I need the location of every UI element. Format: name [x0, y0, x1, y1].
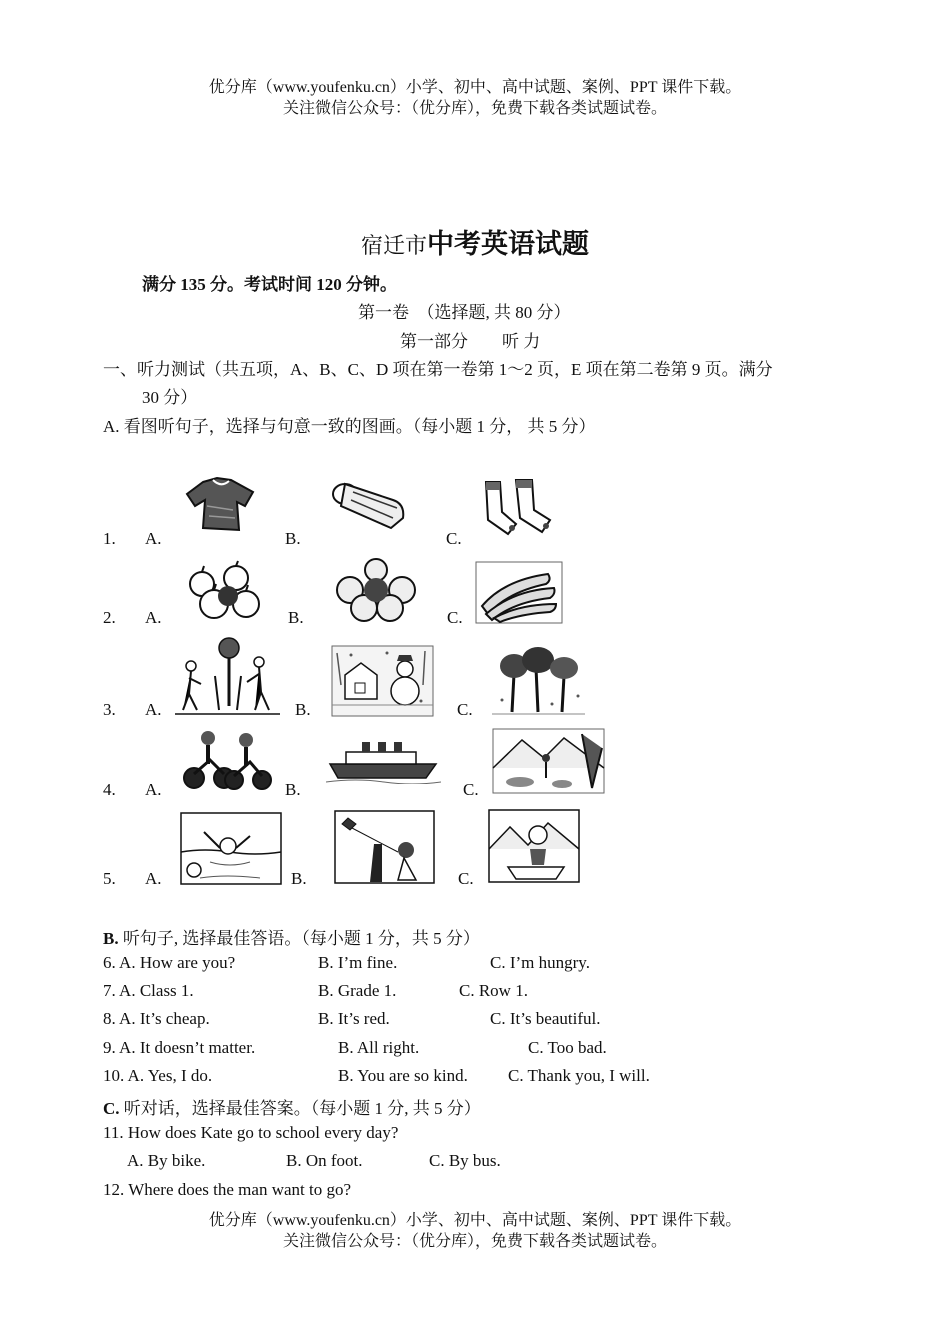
title-main: 中考英语试题 [427, 229, 589, 259]
option-label: B. [295, 700, 311, 719]
bananas-picture [474, 560, 564, 625]
option-label: A. [145, 780, 162, 799]
question-12: 12. Where does the man want to go? [103, 1180, 352, 1199]
question-10-option-c: C. Thank you, I will. [508, 1066, 650, 1085]
question-8-option-b: B. It’s red. [318, 1009, 390, 1028]
option-label: A. [145, 700, 162, 719]
page-title [0, 222, 950, 261]
page-header-line1: 优分库（www.youfenku.cn）小学、初中、高中试题、案例、PPT 课件下载。 [208, 79, 742, 96]
question-9-option-a: 9. A. It doesn’t matter. [103, 1038, 256, 1057]
section1-instruction-line2: 30 分） [142, 388, 198, 407]
question-7-option-b: B. Grade 1. [318, 981, 397, 1000]
sectionB-instruction: 听句子, 选择最佳答语。（每小题 1 分，共 5 分） [118, 929, 480, 948]
question-11: 11. How does Kate go to school every day? [103, 1123, 399, 1142]
option-label: A. [145, 608, 162, 627]
question-6-option-a: 6. A. How are you? [103, 953, 236, 972]
question-9-option-b: B. All right. [338, 1038, 420, 1057]
sectionC-instruction: 听对话，选择最佳答案。（每小题 1 分, 共 5 分） [119, 1099, 481, 1118]
question-6-option-b: B. I’m fine. [318, 953, 398, 972]
question-10-option-b: B. You are so kind. [338, 1066, 468, 1085]
page-footer-line1: 优分库（www.youfenku.cn）小学、初中、高中试题、案例、PPT 课件下载。 [208, 1212, 742, 1229]
question-number: 5. [103, 869, 116, 888]
title-prefix: 宿迁市 [360, 233, 427, 258]
option-label: B. [285, 780, 301, 799]
autumn-trees-picture [492, 644, 585, 716]
t-shirt-picture [173, 466, 265, 538]
question-7-option-c: C. Row 1. [459, 981, 528, 1000]
option-label: B. [288, 608, 304, 627]
question-number: 2. [103, 608, 116, 627]
snowman-picture [331, 645, 434, 717]
question-11-option-b: B. On foot. [286, 1151, 363, 1170]
apples-picture [180, 560, 268, 625]
sleeping-bag-picture [323, 466, 418, 544]
kite-picture [334, 810, 435, 884]
option-label: A. [145, 529, 162, 548]
volume-heading: 第一卷 （选择题, 共 80 分） [358, 303, 571, 322]
sectionB-heading [103, 924, 480, 949]
section1-instruction-line1: 一、听力测试（共五项，A、B、C、D 项在第一卷第 1～2 页，E 项在第二卷第 9 页。满分 [103, 360, 773, 379]
question-number: 4. [103, 780, 116, 799]
question-6-option-c: C. I’m hungry. [490, 953, 590, 972]
question-7-option-a: 7. A. Class 1. [103, 981, 194, 1000]
socks-picture [472, 466, 569, 546]
option-label: C. [447, 608, 463, 627]
swimming-picture [180, 812, 282, 885]
option-label: A. [145, 869, 162, 888]
option-label: C. [446, 529, 462, 548]
question-number: 1. [103, 529, 116, 548]
sectionC-label: C. [103, 1099, 120, 1118]
option-label: C. [458, 869, 474, 888]
motorbikes-picture [180, 724, 272, 794]
sectionC-heading [103, 1094, 481, 1119]
option-label: C. [463, 780, 479, 799]
question-number: 3. [103, 700, 116, 719]
option-label: B. [291, 869, 307, 888]
option-label: B. [285, 529, 301, 548]
exam-info: 满分 135 分。考试时间 120 分钟。 [142, 275, 397, 294]
part-heading: 第一部分 听 力 [400, 332, 541, 351]
question-10-option-a: 10. A. Yes, I do. [103, 1066, 213, 1085]
planting-trees-picture [175, 636, 280, 718]
question-11-option-c: C. By bus. [429, 1151, 501, 1170]
sectionA-instruction: A. 看图听句子，选择与句意一致的图画。（每小题 1 分， 共 5 分） [103, 417, 596, 436]
question-8-option-c: C. It’s beautiful. [490, 1009, 601, 1028]
boating-picture [488, 809, 580, 883]
picnic-picture [492, 728, 605, 794]
option-label: C. [457, 700, 473, 719]
question-11-option-a: A. By bike. [127, 1151, 206, 1170]
question-8-option-a: 8. A. It’s cheap. [103, 1009, 210, 1028]
page-footer-line2: 关注微信公众号：（优分库），免费下载各类试题试卷。 [282, 1233, 667, 1250]
oranges-picture [330, 556, 422, 624]
question-9-option-c: C. Too bad. [528, 1038, 607, 1057]
sectionB-label: B. [103, 929, 119, 948]
page-header-line2: 关注微信公众号：（优分库），免费下载各类试题试卷。 [282, 100, 667, 117]
ship-picture [326, 738, 441, 784]
